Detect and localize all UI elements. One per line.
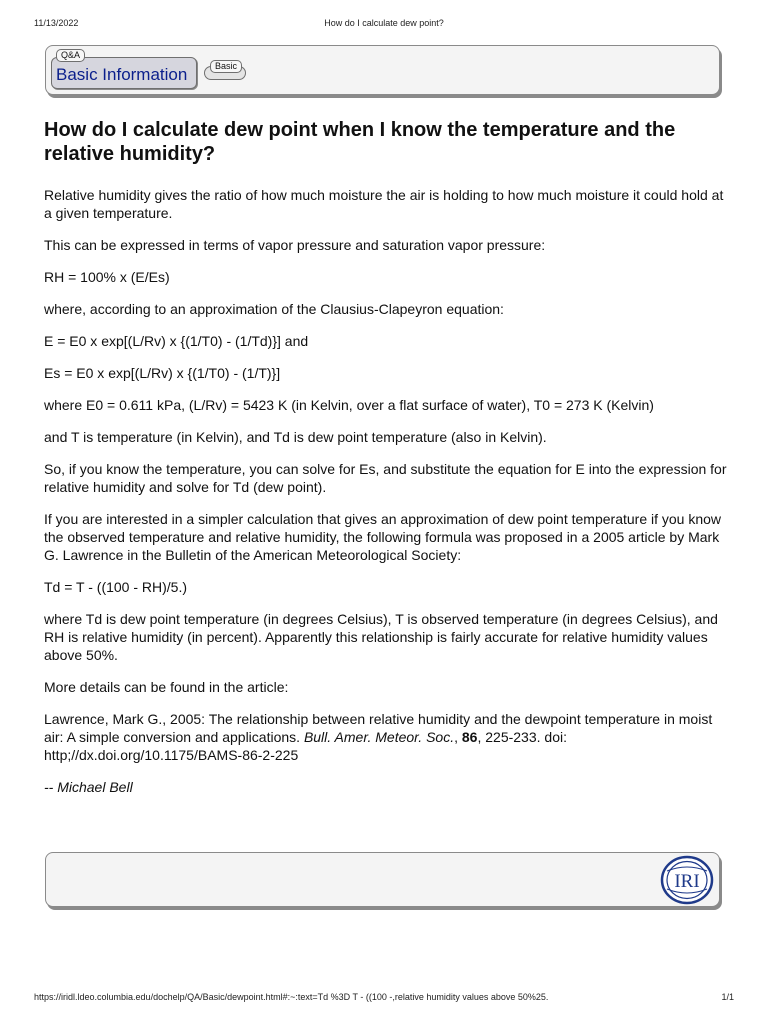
- navigation-bar: [45, 45, 720, 95]
- equation-rh: RH = 100% x (E/Es): [44, 269, 170, 285]
- reference-citation: [44, 710, 734, 764]
- subtab-tag: Basic: [210, 60, 242, 73]
- paragraph: If you are interested in a simpler calculation that gives an approximation of dew point temperature if you know the observed temperature and relative humidity, the following formula was proposed in a 2005 article by Mark G. Lawrence in the Bulletin of the American Meteorological Society:: [44, 511, 722, 563]
- print-date: 11/13/2022: [34, 18, 79, 28]
- reference-volume: 86: [461, 729, 478, 745]
- signature-text: -- Michael Bell: [44, 779, 133, 795]
- reference-text: Lawrence, Mark G., 2005: The relationship between relative humidity and the dewpoint temperature in moist air: A simple conversion and applications.: [44, 711, 713, 745]
- equation-e: E = E0 x exp[(L/Rv) x {(1/T0) - (1/Td)}] and: [44, 333, 309, 349]
- reference-pages-doi: , 225-233. doi: http;//dx.doi.org/10.1175/BAMS-86-2-225: [44, 729, 567, 763]
- tab-label: Basic Information: [56, 65, 188, 84]
- tab-category-tag: Q&A: [56, 49, 85, 62]
- paragraph: where, according to an approximation of the Clausius-Clapeyron equation:: [44, 301, 504, 317]
- author-signature: [44, 778, 734, 796]
- article-content: [44, 118, 734, 810]
- paragraph: Relative humidity gives the ratio of how much moisture the air is holding to how much moisture it could hold at a given temperature.: [44, 187, 724, 221]
- equation-td: Td = T - ((100 - RH)/5.): [44, 579, 188, 595]
- reference-journal: Bull. Amer. Meteor. Soc.: [303, 729, 455, 745]
- tab-basic-information[interactable]: [51, 50, 197, 89]
- paragraph: where E0 = 0.611 kPa, (L/Rv) = 5423 K (in Kelvin, over a flat surface of water), T0 = 273 K (Kelvin): [44, 397, 654, 413]
- equation-es: Es = E0 x exp[(L/Rv) x {(1/T0) - (1/T)}]: [44, 365, 281, 381]
- print-footer: [34, 992, 734, 1006]
- print-url: https://iridl.ldeo.columbia.edu/dochelp/QA/Basic/dewpoint.html#:~:text=Td %3D T - ((100 -,relative humidity values above 50%25.: [34, 992, 549, 1002]
- paragraph: where Td is dew point temperature (in degrees Celsius), T is observed temperature (in degrees Celsius), and RH is relative humidity (in percent). Apparently this relationship is fairly accurate for relative humidity values above 50%.: [44, 611, 718, 663]
- paragraph: and T is temperature (in Kelvin), and Td is dew point temperature (also in Kelvin).: [44, 429, 547, 445]
- reference-separator: ,: [454, 729, 462, 745]
- iri-logo[interactable]: [659, 854, 715, 906]
- footer-bar: [45, 852, 720, 907]
- paragraph: So, if you know the temperature, you can solve for Es, and substitute the equation for E into the expression for relative humidity and solve for Td (dew point).: [44, 461, 727, 495]
- page-number: 1/1: [721, 992, 734, 1002]
- paragraph: More details can be found in the article:: [44, 679, 289, 695]
- subtab-basic[interactable]: [204, 61, 246, 80]
- iri-logo-text: IRI: [674, 871, 700, 892]
- print-header: [34, 18, 734, 32]
- print-page-title: How do I calculate dew point?: [324, 18, 444, 28]
- page-title: How do I calculate dew point when I know the temperature and the relative humidity?: [44, 119, 676, 165]
- paragraph: This can be expressed in terms of vapor pressure and saturation vapor pressure:: [44, 237, 546, 253]
